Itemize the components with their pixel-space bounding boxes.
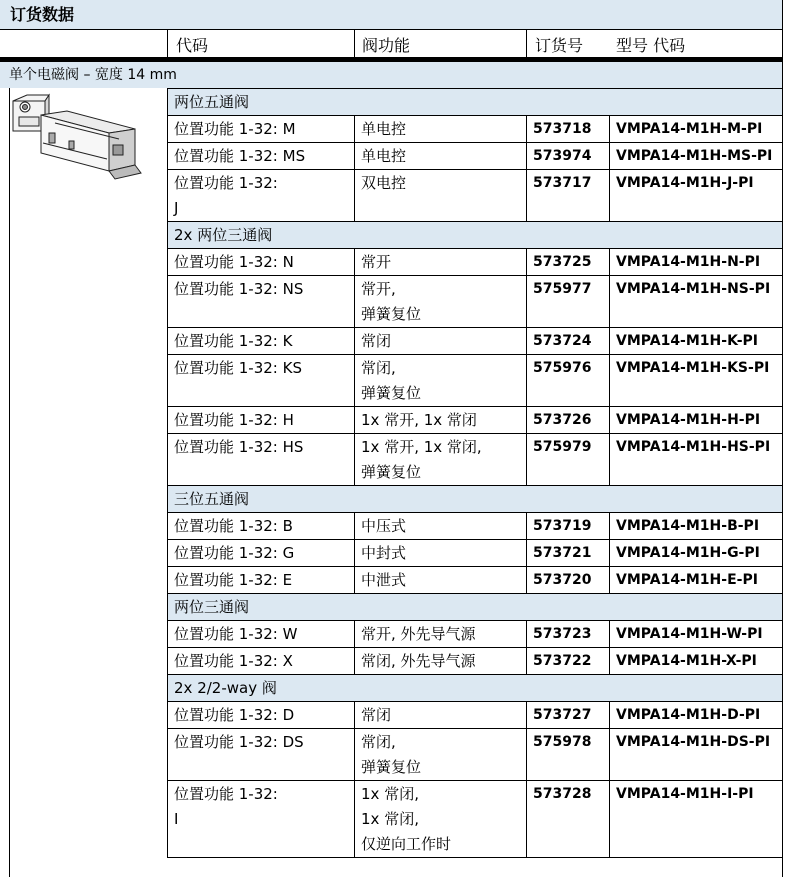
order-number-cell: 573717 <box>527 170 610 222</box>
order-number-cell: 573722 <box>527 648 610 675</box>
function-cell <box>355 540 527 567</box>
group-header-row <box>168 594 783 621</box>
code-cell-line: 位置功能 1-32: H <box>174 411 294 429</box>
table-row <box>168 276 783 328</box>
order-number-cell: 575976 <box>527 355 610 407</box>
function-cell <box>355 355 527 407</box>
code-cell-line: 位置功能 1-32: M <box>174 120 296 138</box>
table-row <box>168 567 783 594</box>
ordering-table <box>167 88 783 858</box>
function-cell-line: 常闭 <box>361 332 392 350</box>
model-code-cell: VMPA14-M1H-N-PI <box>610 249 783 276</box>
code-cell-line: 位置功能 1-32: G <box>174 544 295 562</box>
table-row <box>168 621 783 648</box>
order-number-cell: 573718 <box>527 116 610 143</box>
code-cell <box>168 648 355 675</box>
function-cell-line: 1x 常闭, <box>361 810 419 828</box>
model-code-cell: VMPA14-M1H-KS-PI <box>610 355 783 407</box>
code-cell-line: 位置功能 1-32: <box>174 174 278 192</box>
table-row <box>168 540 783 567</box>
model-code-cell: VMPA14-M1H-G-PI <box>610 540 783 567</box>
code-cell-line: 位置功能 1-32: DS <box>174 733 304 751</box>
code-cell <box>168 729 355 781</box>
header-model: 型号 代码 <box>616 36 686 55</box>
table-row <box>168 648 783 675</box>
function-cell-line: 中封式 <box>361 544 407 562</box>
code-cell-line: 位置功能 1-32: D <box>174 706 295 724</box>
code-cell <box>168 621 355 648</box>
header-order-no: 订货号 <box>535 36 584 55</box>
code-cell <box>168 249 355 276</box>
model-code-cell: VMPA14-M1H-W-PI <box>610 621 783 648</box>
code-cell <box>168 116 355 143</box>
function-cell <box>355 513 527 540</box>
table-row <box>168 328 783 355</box>
model-code-cell: VMPA14-M1H-DS-PI <box>610 729 783 781</box>
model-code-cell: VMPA14-M1H-D-PI <box>610 702 783 729</box>
header-function: 阀功能 <box>362 36 411 55</box>
function-cell-line: 双电控 <box>361 174 407 192</box>
function-cell <box>355 276 527 328</box>
code-cell-line: 位置功能 1-32: E <box>174 571 293 589</box>
table-row <box>168 729 783 781</box>
model-code-cell: VMPA14-M1H-K-PI <box>610 328 783 355</box>
model-code-cell: VMPA14-M1H-MS-PI <box>610 143 783 170</box>
code-cell <box>168 276 355 328</box>
code-cell <box>168 702 355 729</box>
group-header-row <box>168 675 783 702</box>
function-cell <box>355 729 527 781</box>
function-cell <box>355 781 527 858</box>
function-cell-line: 常开, 外先导气源 <box>361 625 476 643</box>
model-code-cell: VMPA14-M1H-B-PI <box>610 513 783 540</box>
function-cell-line: 常开, <box>361 280 396 298</box>
group-name: 三位五通阀 <box>168 486 783 513</box>
function-cell-line: 常闭, <box>361 733 396 751</box>
function-cell-line: 中压式 <box>361 517 407 535</box>
order-number-cell: 575978 <box>527 729 610 781</box>
order-number-cell: 573728 <box>527 781 610 858</box>
function-cell-line: 常闭 <box>361 706 392 724</box>
order-number-cell: 575977 <box>527 276 610 328</box>
function-cell <box>355 648 527 675</box>
group-name: 两位三通阀 <box>168 594 783 621</box>
function-cell-line: 弹簧复位 <box>361 384 422 402</box>
function-cell-line: 常闭, <box>361 359 396 377</box>
model-code-cell: VMPA14-M1H-I-PI <box>610 781 783 858</box>
function-cell-line: 中泄式 <box>361 571 407 589</box>
order-number-cell: 573720 <box>527 567 610 594</box>
code-cell <box>168 407 355 434</box>
code-cell-line: 位置功能 1-32: B <box>174 517 293 535</box>
code-cell <box>168 170 355 222</box>
function-cell-line: 弹簧复位 <box>361 463 422 481</box>
function-cell-line: 常开 <box>361 253 392 271</box>
group-name: 2x 2/2-way 阀 <box>168 675 783 702</box>
function-cell <box>355 407 527 434</box>
page-title: 订货数据 <box>0 0 783 29</box>
function-cell-line: 弹簧复位 <box>361 758 422 776</box>
code-cell <box>168 328 355 355</box>
table-row <box>168 355 783 407</box>
function-cell-line: 弹簧复位 <box>361 305 422 323</box>
code-cell <box>168 355 355 407</box>
function-cell-line: 常闭, 外先导气源 <box>361 652 476 670</box>
group-name: 两位五通阀 <box>168 89 783 116</box>
code-cell <box>168 143 355 170</box>
model-code-cell: VMPA14-M1H-NS-PI <box>610 276 783 328</box>
table-row <box>168 513 783 540</box>
order-number-cell: 573727 <box>527 702 610 729</box>
table-row <box>168 407 783 434</box>
section-title: 单个电磁阀 – 宽度 14 mm <box>0 62 783 88</box>
function-cell <box>355 702 527 729</box>
code-cell-line: I <box>174 810 179 828</box>
group-header-row <box>168 486 783 513</box>
function-cell <box>355 621 527 648</box>
function-cell-line: 1x 常开, 1x 常闭, <box>361 438 482 456</box>
function-cell <box>355 116 527 143</box>
function-cell <box>355 143 527 170</box>
code-cell-line: 位置功能 1-32: W <box>174 625 298 643</box>
table-header <box>0 29 783 57</box>
model-code-cell: VMPA14-M1H-E-PI <box>610 567 783 594</box>
function-cell <box>355 249 527 276</box>
order-number-cell: 575979 <box>527 434 610 486</box>
model-code-cell: VMPA14-M1H-HS-PI <box>610 434 783 486</box>
function-cell-line: 单电控 <box>361 147 407 165</box>
code-cell <box>168 781 355 858</box>
function-cell-line: 单电控 <box>361 120 407 138</box>
function-cell-line: 1x 常闭, <box>361 785 419 803</box>
order-number-cell: 573721 <box>527 540 610 567</box>
table-row <box>168 170 783 222</box>
header-code: 代码 <box>176 36 209 55</box>
model-code-cell: VMPA14-M1H-X-PI <box>610 648 783 675</box>
order-number-cell: 573719 <box>527 513 610 540</box>
code-cell <box>168 540 355 567</box>
table-row <box>168 781 783 858</box>
table-row <box>168 116 783 143</box>
order-number-cell: 573726 <box>527 407 610 434</box>
code-cell-line: 位置功能 1-32: N <box>174 253 294 271</box>
code-cell-line: 位置功能 1-32: X <box>174 652 293 670</box>
model-code-cell: VMPA14-M1H-M-PI <box>610 116 783 143</box>
function-cell <box>355 567 527 594</box>
function-cell <box>355 328 527 355</box>
function-cell-line: 1x 常开, 1x 常闭 <box>361 411 477 429</box>
code-cell-line: 位置功能 1-32: <box>174 785 278 803</box>
model-code-cell: VMPA14-M1H-J-PI <box>610 170 783 222</box>
code-cell-line: 位置功能 1-32: HS <box>174 438 304 456</box>
code-cell-line: 位置功能 1-32: NS <box>174 280 304 298</box>
code-cell-line: J <box>174 199 179 217</box>
code-cell-line: 位置功能 1-32: MS <box>174 147 306 165</box>
valve-product-image <box>9 93 167 193</box>
order-number-cell: 573724 <box>527 328 610 355</box>
group-header-row <box>168 222 783 249</box>
order-number-cell: 573974 <box>527 143 610 170</box>
group-header-row <box>168 89 783 116</box>
table-row <box>168 249 783 276</box>
code-cell <box>168 567 355 594</box>
order-number-cell: 573725 <box>527 249 610 276</box>
function-cell <box>355 170 527 222</box>
order-number-cell: 573723 <box>527 621 610 648</box>
table-row <box>168 702 783 729</box>
table-row <box>168 143 783 170</box>
code-cell <box>168 513 355 540</box>
code-cell-line: 位置功能 1-32: KS <box>174 359 302 377</box>
code-cell-line: 位置功能 1-32: K <box>174 332 293 350</box>
table-row <box>168 434 783 486</box>
function-cell <box>355 434 527 486</box>
group-name: 2x 两位三通阀 <box>168 222 783 249</box>
code-cell <box>168 434 355 486</box>
model-code-cell: VMPA14-M1H-H-PI <box>610 407 783 434</box>
function-cell-line: 仅逆向工作时 <box>361 835 452 853</box>
